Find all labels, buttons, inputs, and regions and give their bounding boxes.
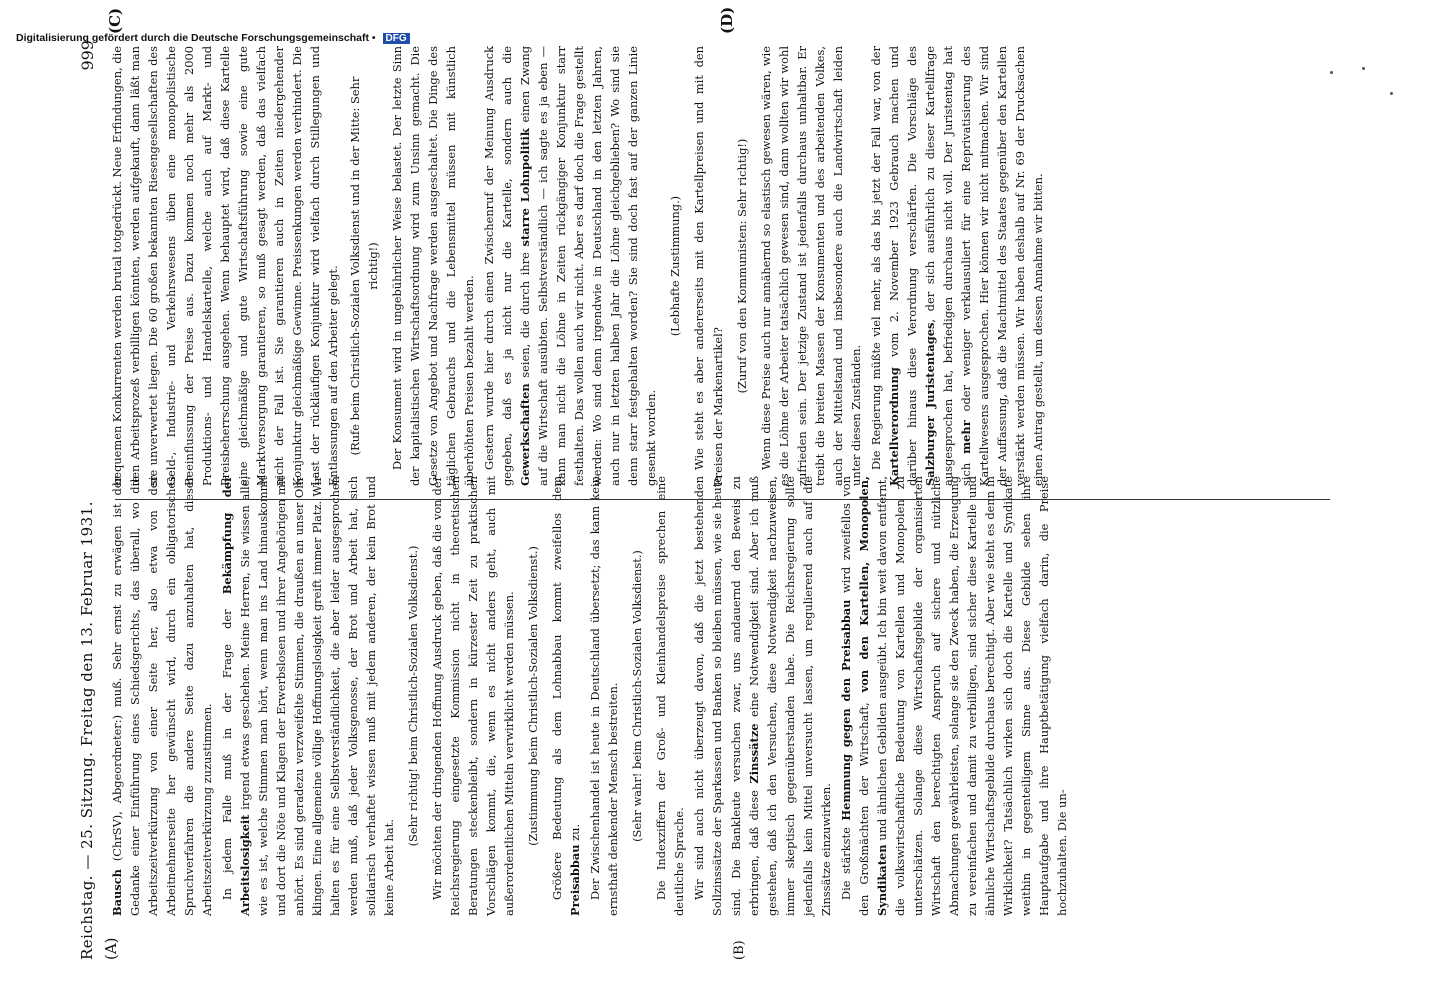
paragraph-text: (Rufe beim Christlich-Sozialen Volksdienst und in der Mitte: Sehr richtig!) [348,76,381,456]
emphasized-text: Zinssätze [746,723,761,784]
paragraph-text: und ähnlichen Gebilden ausgeübt. Ich bin weit davon entfernt, die volkswirtschaftliche Bedeutung von Kartellen und Monopolen zu unterschätzen. Solange diese Wirtschaftsgebilde der organisierten Wirtschaft den berechtigten Anspruch auf sichere und nützliche Abmachungen gewährleisten, solange sie den Zweck haben, die Erzeugung zu vereinfachen und damit zu verbilligen, sind sicher diese Kartelle und ähnliche Wirtschaftsgebilde durchaus berechtigt. Aber wie steht es denn in Wirklichkeit? Tatsächlich wirken sich doch die Kartelle und Syndikate weithin in gegenteiligem Sinne aus. Diese Gebilde sehen ihre Hauptaufgabe und ihre Hauptbetätigung vielfach darin, die Preise hochzuhalten. Die un- [874,476,1069,916]
emphasized-text: Bekämpfung der Arbeitslosigkeit [220,476,253,916]
paragraph [690,476,834,916]
interjection [524,476,542,916]
paragraph-text: (Zustimmung beim Christlich-Sozialen Volksdienst.) [526,546,541,846]
paragraph-text: oder weniger verklausuliert für eine Reprivatisierung des Kartellwesens ausgesprochen. Hier können wir nicht mitmachen. Wir sind der Auffassung, daß die Machtmittel des Staates gegenüber den Kartellen verstärkt werden müssen. Wir haben deshalb auf Nr. 69 der Drucksachen einen Antrag gestellt, um dessen Annahme wir bitten. [958,46,1045,486]
paragraph-text: Der Konsument wird in ungebührlicher Weise belastet. Der letzte Sinn der kapitalistischen Wirtschaftsordnung wird zum Unsinn gemacht. Die Gesetze von Angebot und Nachfrage werden ausgeschaltet. Die Dinge des täglichen Gebrauchs und die Lebensmittel müssen mit künstlich überhöhten Preisen bezahlt werden. [390,46,477,486]
page-header [78,40,100,960]
paragraph [388,46,478,486]
emphasized-text: von den Kartellen, Monopolen, Syndikaten [856,475,889,916]
emphasized-text: starre Lohnpolitik [518,128,533,247]
emphasized-text: Gewerkschaften [518,383,533,486]
digitization-credit [6,20,1434,44]
paragraph-text: zu. [568,823,583,845]
emphasized-text: mehr [958,420,973,454]
paragraph-text: In jedem Falle muß in der Frage der [220,594,235,900]
margin-letter-c: (C) [106,7,124,34]
paragraph-text: Wie steht es aber andererseits mit den Kartellpreisen und mit den Preisen der Markenartikel? [692,46,725,486]
paragraph-text: Gestern wurde hier durch einen Zwischenruf der Meinung Ausdruck gegeben, daß es ja nicht nur die Kartelle, sondern auch die [482,46,515,486]
paragraph-text: (Sehr wahr! beim Christlich-Sozialen Volksdienst.) [630,550,645,842]
emphasized-text: Preisabbau [568,844,583,916]
scan-speck [1390,92,1393,95]
interjection [628,476,646,916]
paragraph-text: einen Zwang auf die Wirtschaft ausübten. Selbstverständlich — ich sagte es ja eben — kann man nicht die Löhne in Zeiten rückgängiger Konjunktur starr festhalten. Das wollen auch wir nicht. Aber es darf doch die Frage gestellt werden: Wo sind denn irgendwie in Deutschland in den letzten Jahren, auch nur in letzten halben Jahr die Löhne gleichgeblieben? Wo sind sie denn starr festgehalten worden? Sie sind doch fast auf der ganzen Linie gesenkt worden. [518,46,659,486]
paragraph [480,46,660,486]
paragraph-text: vom 2. November 1923 Gebrauch machen und darüber hinaus diese Verordnung verschärfen. Die Vorschläge des [886,46,919,486]
paragraph [652,476,688,916]
paragraph-text: wird zweifellos von den Großmächten der Wirtschaft, [838,475,871,916]
paragraph-text: Größere Bedeutung als dem Lohnabbau kommt zweifellos dem [550,476,565,900]
paragraph-text: Die Indexziffern der Groß- und Kleinhandelspreise sprechen eine deutliche Sprache. [654,476,687,916]
interjection [733,46,751,486]
paragraph-text: Der Zwischenhandel ist heute in Deutschland übersetzt; das kann kein ernsthaft denkender Mensch bestreiten. [588,476,621,916]
paragraph [108,46,342,486]
paragraph-text: Wir möchten der dringenden Hoffnung Ausdruck geben, daß die von der Reichsregierung eingesetzte Kommission nicht in theoretischen Beratungen steckenbleibt, sondern in kürzester Zeit zu praktischen Vorschlägen kommt, die, wenn es nicht anders geht, auch mit außerordentlichen Mitteln verwirklicht werden müssen. [430,476,517,916]
paragraph-text: (Lebhafte Zustimmung.) [668,195,683,337]
column-divider [115,499,1330,500]
credit-text: Digitalisierung gefördert durch die Deutsche Forschungsgemeinschaft • [16,32,376,44]
emphasized-text: Salzburger Juristentages [922,322,937,486]
emphasized-text: Bausch [110,869,124,916]
dfg-logo: DFG [383,33,410,44]
paragraph-text: eine Notwendigkeit sind. Aber ich muß gestehen, daß ich den Versuchen, diese Notwendigkeit nachzuweisen, immer skeptisch gegenüberstanden habe. Die Reichsregierung sollte jedenfalls kein Mittel unversucht lassen, um regulierend auch auf die Zinssätze einzuwirken. [746,476,833,916]
paragraph [690,46,726,486]
interjection [346,66,382,466]
paragraph-text: (Zuruf von den Kommunisten: Sehr richtig!) [734,138,749,394]
paragraph [586,476,622,916]
paragraph [108,476,216,916]
left-column [108,476,1333,916]
margin-letter-b: (B) [732,940,747,960]
paragraph-text: Wenn diese Preise auch nur annähernd so elastisch gewesen wären, wie es die Löhne der Arbeiter tatsächlich gewesen sind, dann wollten wir wohl zufrieden sein. Der jetzige Zustand ist jedenfalls durchaus unhaltbar. Er treibt die breiten Massen der Konsumenten und des arbeitenden Volkes, auch der Mittelstand und insbesondere auch die Landwirtschaft leiden unter diesen Zuständen. [758,46,863,486]
paragraph [867,46,1047,486]
paragraph-text: seien, die durch ihre [518,246,533,384]
margin-letter-a: (A) [102,937,120,960]
paragraph-text: (Sehr richtig! beim Christlich-Sozialen Volksdienst.) [406,545,421,847]
scan-speck [1330,71,1333,74]
paragraph [757,46,865,486]
interjection [666,46,684,486]
margin-letter-d: (D) [718,6,736,34]
paragraph-text: Wir sind auch nicht überzeugt davon, daß die jetzt bestehenden Sollzinssätze der Sparkassen und Banken so bleiben müssen, wie sie heute sind. Die Bankleute versuchen zwar, uns andauernd den Beweis zu erbringen, daß diese [692,476,761,916]
paragraph-text: Die Regierung müßte viel mehr, als das bis jetzt der Fall war, von der [868,46,883,470]
paragraph [548,476,584,916]
paragraph-text: , der sich ausführlich zu dieser Kartellfrage ausgesprochen hat, befriedigen durchaus nicht voll. Der Juristentag hat sich [922,45,973,486]
right-column [108,46,1333,486]
header-title: Reichstag. — 25. Sitzung. Freitag den 13. Februar 1931. [78,500,96,960]
paragraph-text: irgend etwas geschehen. Meine Herren, Sie wissen alle, wie es ist, welche Stimmen man hört, wenn man ins Land hinauskommt und dort die Nöte und Klagen der Erwerbslosen und ihrer Angehörigen mit anhört. Es sind geradezu verzweifelte Stimmen, die draußen an unser Ohr klingen. Eine allgemeine völlige Hoffnungslosigkeit greift immer Platz. Wir halten es für eine Selbstverständlichkeit, die aber leider ausgesprochen werden muß, daß jeder Volksgenosse, der Brot und Arbeit hat, sich solidarisch verhaftet wissen muß mit jedem anderen, der kein Brot und keine Arbeit hat. [238,476,397,916]
paragraph-text: bequemen Konkurrenten werden brutal totgedrückt. Neue Erfindungen, die den Arbeitsprozeß verbilligen könnten, werden aufgekauft, dann läßt man sie unverwertet liegen. Die 60 großen bekannten Riesengesellschaften des Geld-, Industrie- und Verkehrswesens üben eine monopolistische Beeinflussung der Preise aus. Dazu kommen noch mehr als 2000 Produktions- und Handelskartelle, welche auch auf Markt- und Preisbeherrschung ausgehen. Wenn behauptet wird, daß diese Kartelle eine gleichmäßige und gute Wirtschaftsführung sowie eine gute Marktversorgung garantieren, so muß gesagt werden, daß das vielfach nicht der Fall ist. Sie garantieren auch in Zeiten niedergehender Konjunktur gleichmäßige Gewinne. Preissenkungen werden verhindert. Die Last der rückläufigen Konjunktur wird vielfach durch Stillegungen und Entlassungen auf den Arbeiter gelegt. [110,46,341,486]
emphasized-text: Hemmung gegen den Preisabbau [838,599,853,821]
paragraph-text: Die stärkste [838,820,853,900]
paragraph [837,476,1071,916]
emphasized-text: Kartellverordnung [886,367,901,486]
paragraph-text: (ChrSV), Abgeordneter:) muß. Sehr ernst zu erwägen ist der Gedanke einer Einführung eines Schiedsgerichts, das überall, wo die Arbeitszeitverkürzung von einer Seite her, also etwa von der Arbeitnehmerseite her gewünscht wird, durch ein obligatorisches Spruchverfahren die andere Seite dazu anzuhalten hat, dieser Arbeitszeitverkürzung zuzustimmen. [110,476,215,916]
page-number: 999 [78,40,97,71]
scan-speck [1362,67,1365,70]
interjection [404,476,422,916]
paragraph [218,476,398,916]
paragraph [428,476,518,916]
